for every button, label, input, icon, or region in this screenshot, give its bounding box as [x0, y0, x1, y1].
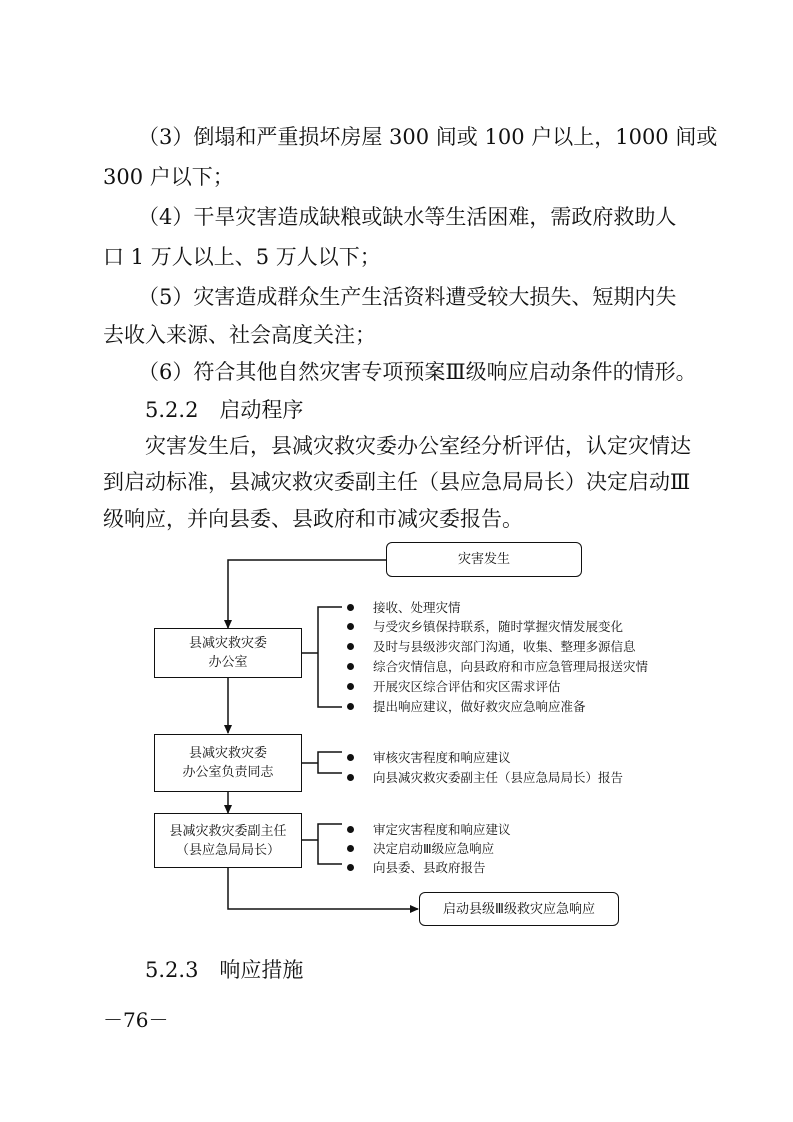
- bullet-text: 综合灾情信息，向县政府和市应急管理局报送灾情: [373, 659, 649, 674]
- bullet-text: 及时与县级涉灾部门沟通，收集、整理多源信息: [373, 639, 636, 654]
- box-office-head-bullet-2: [347, 768, 623, 787]
- bullet-dot: [347, 826, 354, 833]
- bullet-dot: [347, 864, 354, 871]
- bracket-box3: [318, 824, 342, 864]
- box-office-bullet-6: [347, 697, 586, 716]
- bullet-dot: [347, 604, 354, 611]
- box-deputy-director-bullet-1: [347, 820, 511, 839]
- box-office: [154, 628, 302, 678]
- paragraph-line-1: 灾害发生后，县减灾救灾委办公室经分析评估，认定灾情达: [145, 434, 691, 458]
- box-deputy-director-bullet-2: [347, 839, 494, 858]
- box-office-bullet-1: [347, 598, 461, 617]
- box-office-head-bullet-1: [347, 748, 511, 767]
- start-box: [386, 542, 582, 577]
- item-4-line-2: 口 1 万人以上、5 万人以下；: [103, 245, 381, 269]
- box-office-head: [154, 734, 302, 792]
- bullet-text: 向县委、县政府报告: [373, 860, 486, 875]
- box-office-bullet-5: [347, 677, 561, 696]
- box-deputy-director-line-1: 县减灾救灾委副主任: [169, 823, 287, 839]
- bullet-text: 提出响应建议，做好救灾应急响应准备: [373, 699, 586, 714]
- box-deputy-director-line-2: （县应急局局长）: [175, 842, 280, 858]
- paragraph-line-2: 到启动标准，县减灾救灾委副主任（县应急局局长）决定启动Ⅲ: [103, 470, 691, 494]
- item-3-line-1: （3）倒塌和严重损坏房屋 300 间或 100 户以上，1000 间或: [138, 125, 718, 149]
- bullet-dot: [347, 683, 354, 690]
- bullet-text: 与受灾乡镇保持联系，随时掌握灾情发展变化: [373, 619, 624, 634]
- item-5-line-1: （5）灾害造成群众生产生活资料遭受较大损失、短期内失: [138, 285, 677, 309]
- item-3-line-2: 300 户以下；: [103, 165, 234, 189]
- bullet-text: 审定灾害程度和响应建议: [373, 822, 511, 837]
- section-heading-5-2-3: 5.2.3 响应措施: [145, 958, 304, 982]
- page-number: －76－: [103, 1008, 169, 1032]
- bullet-dot: [347, 703, 354, 710]
- bullet-dot: [347, 774, 354, 781]
- box-office-bullet-3: [347, 637, 636, 656]
- section-heading-5-2-2: 5.2.2 启动程序: [145, 398, 304, 422]
- bullet-text: 接收、处理灾情: [373, 600, 461, 615]
- bullet-text: 开展灾区综合评估和灾区需求评估: [373, 679, 561, 694]
- bullet-dot: [347, 663, 354, 670]
- box-office-head-line-2: 办公室负责同志: [182, 765, 274, 780]
- bracket-box2: [318, 752, 342, 773]
- bullet-dot: [347, 845, 354, 852]
- item-4-line-1: （4）干旱灾害造成缺粮或缺水等生活困难，需政府救助人: [138, 205, 677, 229]
- box-deputy-director: [154, 813, 302, 868]
- paragraph-line-3: 级响应，并向县委、县政府和市减灾委报告。: [103, 507, 523, 531]
- bullet-dot: [347, 623, 354, 630]
- box-office-line-1: 县减灾救灾委: [188, 636, 267, 651]
- end-box: [419, 892, 619, 926]
- box-office-bullet-2: [347, 617, 623, 636]
- box-office-line-2: 办公室: [208, 655, 248, 670]
- box-office-head-line-1: 县减灾救灾委: [188, 746, 267, 761]
- bullet-text: 向县减灾救灾委副主任（县应急局局长）报告: [373, 770, 624, 785]
- end-label: 启动县级Ⅲ级救灾应急响应: [443, 901, 595, 917]
- start-label: 灾害发生: [457, 552, 510, 567]
- bracket-box1: [318, 607, 342, 707]
- item-5-line-2: 去收入来源、社会高度关注；: [103, 323, 376, 347]
- item-6-line-1: （6）符合其他自然灾害专项预案Ⅲ级响应启动条件的情形。: [138, 360, 697, 384]
- bullet-text: 决定启动Ⅲ级应急响应: [373, 841, 495, 856]
- box-office-bullet-4: [347, 657, 648, 676]
- box-deputy-director-bullet-3: [347, 858, 486, 877]
- bullet-text: 审核灾害程度和响应建议: [373, 750, 511, 765]
- bullet-dot: [347, 754, 354, 761]
- bullet-dot: [347, 643, 354, 650]
